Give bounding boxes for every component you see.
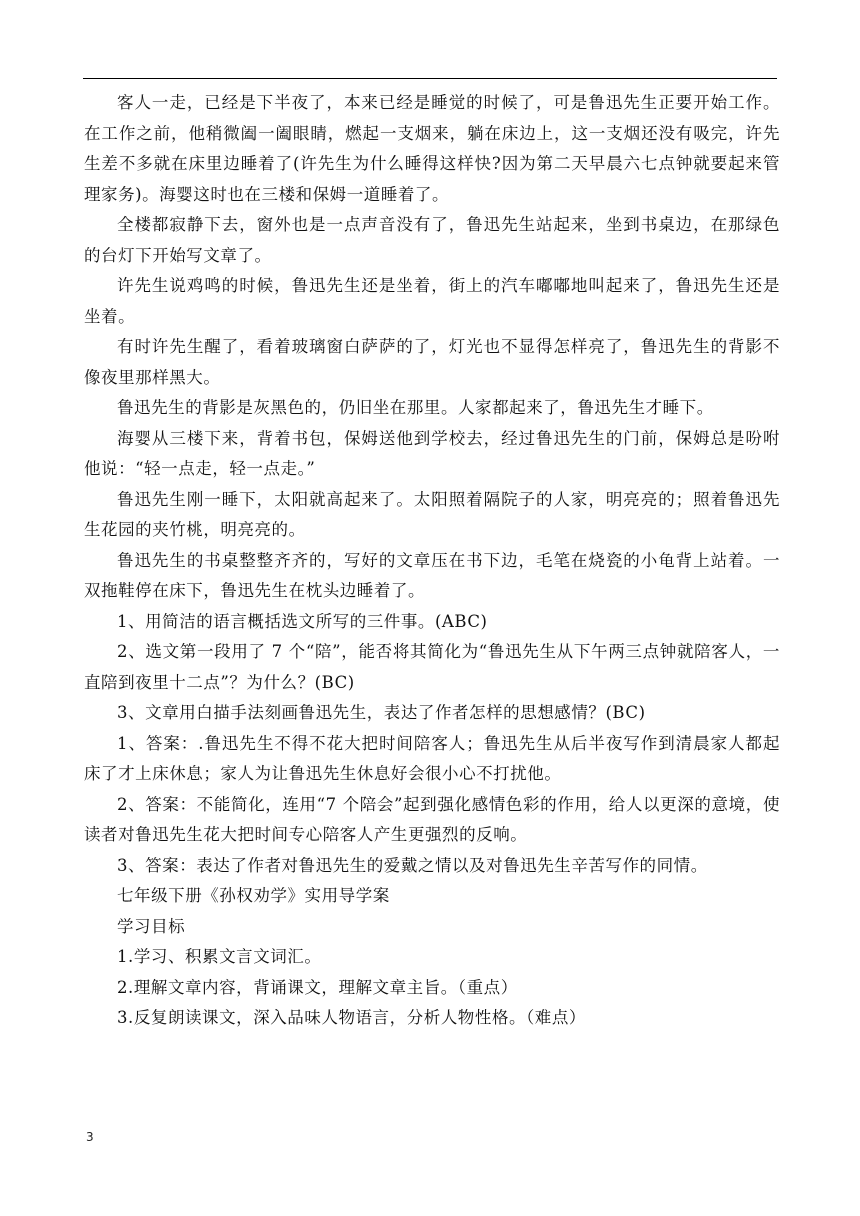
answer-3: 3、答案：表达了作者对鲁迅先生的爱戴之情以及对鲁迅先生辛苦写作的同情。	[117, 855, 708, 875]
paragraph-quiet-building: 全楼都寂静下去，窗外也是一点声音没有了，鲁迅先生站起来，坐到书桌边，在那绿色的台灯下开始写文章了。	[84, 215, 780, 265]
learning-goal-3: 3.反复朗读课文，深入品味人物语言，分析人物性格。（难点）	[117, 1008, 586, 1027]
paragraph-grey-silhouette: 鲁迅先生的背影是灰黑色的，仍旧坐在那里。人家都起来了，鲁迅先生才睡下。	[117, 398, 714, 417]
section-title: 七年级下册《孙权劝学》实用导学案	[117, 886, 390, 905]
question-3: 3、文章用白描手法刻画鲁迅先生，表达了作者怎样的思想感情？(BC)	[117, 703, 646, 722]
answer-2: 2、答案：不能简化，连用“7 个陪会”起到强化感情色彩的作用，给人以更深的意境，使读者对鲁迅先生花大把时间专心陪客人产生更强烈的反响。	[84, 794, 780, 844]
question-1: 1、用简洁的语言概括选文所写的三件事。(ABC)	[117, 611, 488, 631]
learning-goals-heading: 学习目标	[117, 916, 186, 936]
answer-1: 1、答案：.鲁迅先生不得不花大把时间陪客人；鲁迅先生从后半夜写作到清晨家人都起床了才上床休息；家人为让鲁迅先生休息好会很小心不打扰他。	[84, 733, 780, 783]
paragraph-sunrise: 鲁迅先生刚一睡下，太阳就高起来了。太阳照着隔院子的人家，明亮亮的；照着鲁迅先生花园的夹竹桃，明亮亮的。	[84, 489, 780, 539]
paragraph-dawn-window: 有时许先生醒了，看着玻璃窗白萨萨的了，灯光也不显得怎样亮了，鲁迅先生的背影不像夜里那样黑大。	[84, 337, 780, 387]
page-number: 3	[86, 1130, 94, 1144]
learning-goal-2: 2.理解文章内容，背诵课文，理解文章主旨。（重点）	[117, 977, 518, 997]
paragraph-haiying-school: 海婴从三楼下来，背着书包，保姆送他到学校去，经过鲁迅先生的门前，保姆总是吩咐他说：“轻一点走，轻一点走。”	[84, 428, 780, 478]
question-2: 2、选文第一段用了 7 个“陪”，能否将其简化为“鲁迅先生从下午两三点钟就陪客人，一直陪到夜里十二点”？为什么？(BC)	[84, 642, 780, 692]
paragraph-desk: 鲁迅先生的书桌整整齐齐的，写好的文章压在书下边，毛笔在烧瓷的小龟背上站着。一双拖鞋停在床下，鲁迅先生在枕头边睡着了。	[84, 550, 780, 600]
paragraph-rooster-crow: 许先生说鸡鸣的时候，鲁迅先生还是坐着，街上的汽车嘟嘟地叫起来了，鲁迅先生还是坐着。	[84, 276, 780, 326]
learning-goal-1: 1.学习、积累文言文词汇。	[117, 947, 322, 966]
paragraph-late-night: 客人一走，已经是下半夜了，本来已经是睡觉的时候了，可是鲁迅先生正要开始工作。在工作之前，他稍微阖一阖眼睛，燃起一支烟来，躺在床边上，这一支烟还没有吸完，许先生差不多就在床里边睡着了(许先生为什么睡得这样快?因为第二天早晨六七点钟就要起来管理家务)。海婴这时也在三楼和保姆一道睡着了。	[84, 93, 780, 204]
document-body	[84, 88, 780, 1034]
header-rule	[83, 78, 777, 79]
